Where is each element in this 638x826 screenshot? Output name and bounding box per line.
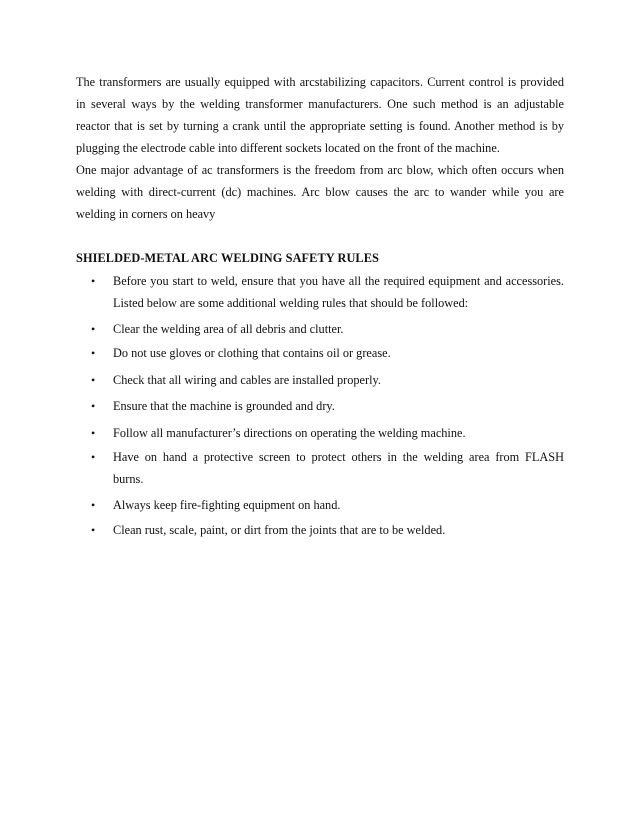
page-content xyxy=(76,71,564,541)
list-item-line: Clear the welding area of all debris and clutter. xyxy=(113,322,344,336)
list-item xyxy=(76,395,564,417)
bullet-icon: • xyxy=(91,346,96,360)
paragraph-line: One major advantage of ac transformers is the freedom from arc blow, which often occurs when xyxy=(76,163,564,177)
paragraph-ac-advantage xyxy=(76,159,564,225)
list-item xyxy=(76,519,564,541)
paragraph-line: The transformers are usually equipped with arcstabilizing capacitors. Current control is provided xyxy=(76,75,564,89)
paragraph-line: reactor that is set by turning a crank until the appropriate setting is found. Another method is by xyxy=(76,119,564,133)
safety-rules-list xyxy=(76,270,564,541)
list-item xyxy=(76,494,564,516)
list-item-line: Always keep fire-fighting equipment on hand. xyxy=(113,498,341,512)
list-item-line: Before you start to weld, ensure that you have all the required equipment and accessories. xyxy=(113,274,564,288)
list-item-line: Check that all wiring and cables are installed properly. xyxy=(113,373,381,387)
bullet-icon: • xyxy=(91,523,96,537)
paragraph-line: in several ways by the welding transformer manufacturers. One such method is an adjustable xyxy=(76,97,564,111)
list-item-line: Do not use gloves or clothing that contains oil or grease. xyxy=(113,346,391,360)
list-item xyxy=(76,270,564,314)
paragraph-line: welding in corners on heavy xyxy=(76,207,216,221)
bullet-icon: • xyxy=(91,426,96,440)
list-item xyxy=(76,318,564,340)
list-item xyxy=(76,342,564,364)
paragraph-line: welding with direct-current (dc) machines. Arc blow causes the arc to wander while you are xyxy=(76,185,564,199)
list-item-line: Have on hand a protective screen to protect others in the welding area from FLASH xyxy=(113,450,564,464)
list-item-line: burns. xyxy=(113,472,144,486)
bullet-icon: • xyxy=(91,274,96,288)
bullet-icon: • xyxy=(91,322,96,336)
list-item-line: Follow all manufacturer’s directions on operating the welding machine. xyxy=(113,426,466,440)
list-item xyxy=(76,369,564,391)
bullet-icon: • xyxy=(91,450,96,464)
list-item xyxy=(76,446,564,490)
paragraph-line: plugging the electrode cable into different sockets located on the front of the machine. xyxy=(76,141,500,155)
paragraph-transformers xyxy=(76,71,564,159)
list-item xyxy=(76,422,564,444)
bullet-icon: • xyxy=(91,498,96,512)
list-item-line: Listed below are some additional welding rules that should be followed: xyxy=(113,296,469,310)
bullet-icon: • xyxy=(91,399,96,413)
bullet-icon: • xyxy=(91,373,96,387)
list-item-line: Ensure that the machine is grounded and dry. xyxy=(113,399,335,413)
section-heading: SHIELDED-METAL ARC WELDING SAFETY RULES xyxy=(76,251,379,265)
list-item-line: Clean rust, scale, paint, or dirt from the joints that are to be welded. xyxy=(113,523,446,537)
